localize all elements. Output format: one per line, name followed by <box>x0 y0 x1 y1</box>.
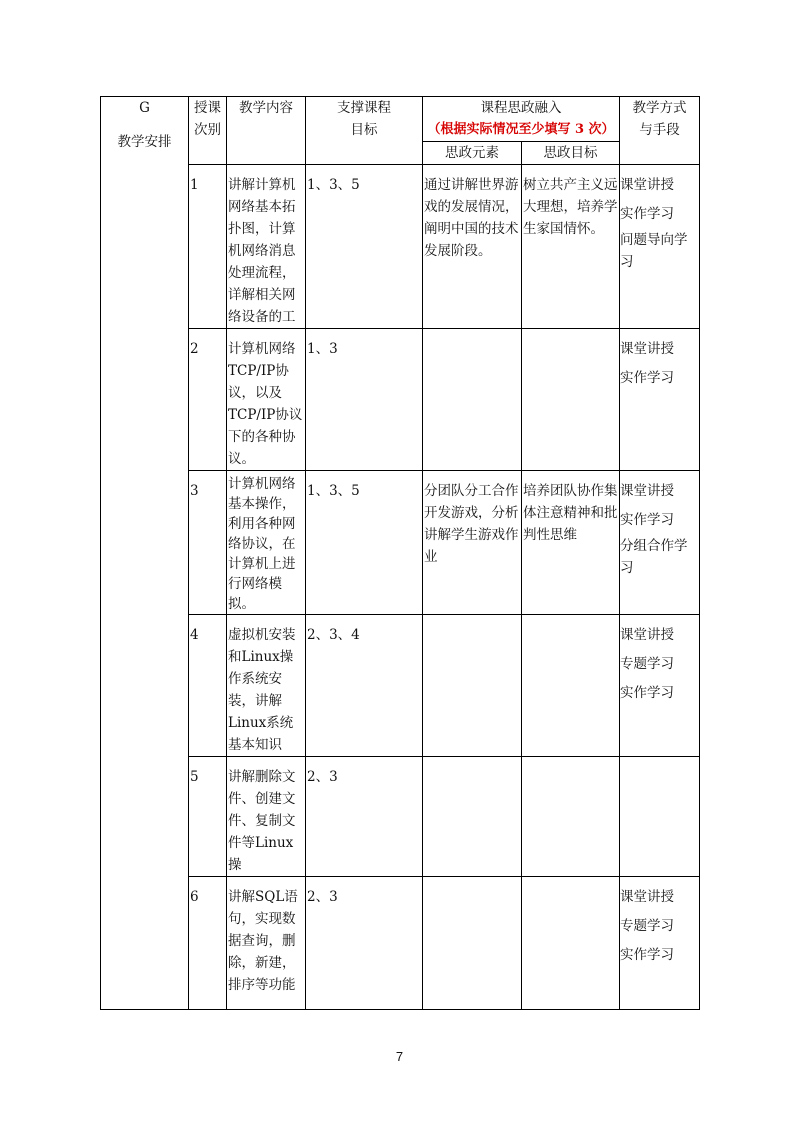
content-cell: 讲解SQL语句，实现数据查询，删除，新建，排序等功能 <box>228 889 298 993</box>
methods-cell <box>620 471 699 579</box>
method-item: 分组合作学习 <box>620 538 688 576</box>
method-item: 实作学习 <box>620 685 674 701</box>
table-row <box>101 877 700 1010</box>
methods-cell <box>620 757 699 763</box>
section-title: 教学安排 <box>117 134 172 150</box>
method-item: 专题学习 <box>620 918 674 934</box>
goal-cell <box>522 757 619 766</box>
session-number: 3 <box>190 483 199 499</box>
header-objectives: 支撑课程 目标 <box>306 97 423 165</box>
content-cell: 讲解计算机网络基本拓扑图，计算机网络消息处理流程，详解相关网络设备的工 <box>228 177 296 325</box>
section-code: G <box>139 100 150 116</box>
content-cell: 计算机网络基本操作，利用各种网络协议，在计算机上进行网络模拟。 <box>228 476 296 612</box>
header-goals: 思政目标 <box>522 142 620 165</box>
element-cell <box>423 757 521 766</box>
method-item: 实作学习 <box>620 206 674 222</box>
method-item: 课堂讲授 <box>620 889 674 905</box>
header-content: 教学内容 <box>227 97 306 165</box>
method-item: 专题学习 <box>620 656 674 672</box>
goal-cell <box>522 877 619 886</box>
element-cell <box>423 877 521 886</box>
method-item: 问题导向学习 <box>620 232 688 270</box>
goal-cell <box>522 615 619 624</box>
element-cell <box>423 329 521 338</box>
objectives-cell: 1、3 <box>307 341 338 357</box>
session-number: 4 <box>190 627 199 643</box>
objectives-cell: 2、3 <box>307 889 338 905</box>
method-item: 实作学习 <box>620 512 674 528</box>
methods-cell <box>620 877 699 970</box>
method-item: 课堂讲授 <box>620 341 674 357</box>
method-item: 实作学习 <box>620 370 674 386</box>
content-cell: 计算机网络TCP/IP协议，以及TCP/IP协议下的各种协议。 <box>228 341 303 467</box>
table-row <box>101 329 700 471</box>
table-row <box>101 757 700 877</box>
session-number: 1 <box>190 177 199 193</box>
methods-cell <box>620 165 699 273</box>
header-elements: 思政元素 <box>423 142 522 165</box>
methods-cell <box>620 615 699 708</box>
method-item: 课堂讲授 <box>620 627 674 643</box>
table-row <box>101 471 700 615</box>
method-item: 课堂讲授 <box>620 483 674 499</box>
element-cell: 分团队分工合作开发游戏，分析讲解学生游戏作业 <box>424 483 519 565</box>
table-row <box>101 615 700 757</box>
methods-cell <box>620 329 699 393</box>
session-number: 2 <box>190 341 199 357</box>
content-cell: 讲解删除文件、创建文件、复制文件等Linux操 <box>228 769 296 873</box>
header-ideology-title: 课程思政融入 <box>480 100 562 116</box>
section-cell <box>101 97 189 1010</box>
content-cell: 虚拟机安装和Linux操作系统安装，讲解Linux系统基本知识 <box>228 627 296 753</box>
element-cell: 通过讲解世界游戏的发展情况，阐明中国的技术发展阶段。 <box>424 177 519 259</box>
element-cell <box>423 615 521 624</box>
table-row <box>101 165 700 329</box>
goal-cell <box>522 329 619 338</box>
method-item: 实作学习 <box>620 947 674 963</box>
teaching-plan-table <box>100 96 700 1010</box>
header-ideology-note: （根据实际情况至少填写 3 次） <box>427 122 615 137</box>
goal-cell: 培养团队协作集体注意精神和批判性思维 <box>523 483 618 543</box>
page-number: 7 <box>395 1049 404 1064</box>
objectives-cell: 2、3 <box>307 769 338 785</box>
objectives-cell: 1、3、5 <box>307 177 360 193</box>
header-method: 教学方式 与手段 <box>620 97 700 165</box>
session-number: 6 <box>190 889 199 905</box>
header-ideology <box>423 97 620 142</box>
method-item: 课堂讲授 <box>620 177 674 193</box>
header-session: 授课 次别 <box>189 97 227 165</box>
goal-cell: 树立共产主义远大理想，培养学生家国情怀。 <box>523 177 618 237</box>
objectives-cell: 2、3、4 <box>307 627 360 643</box>
objectives-cell: 1、3、5 <box>307 483 360 499</box>
session-number: 5 <box>190 769 199 785</box>
